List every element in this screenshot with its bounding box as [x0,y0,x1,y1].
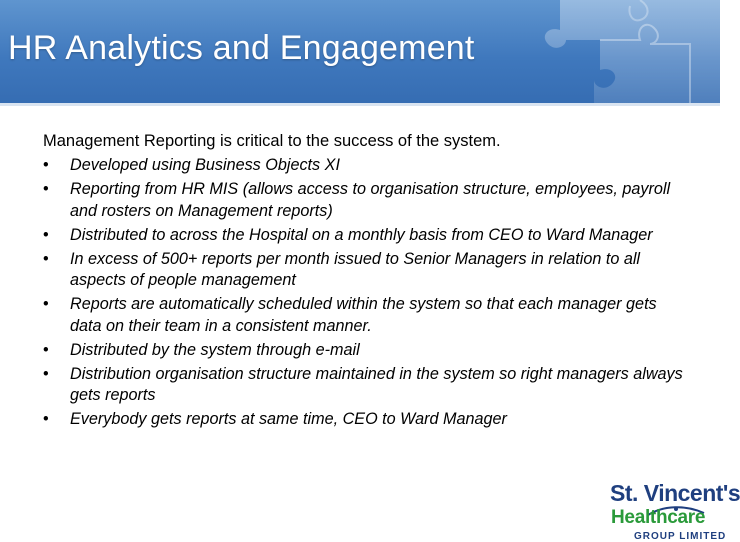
list-item-text: Reports are automatically scheduled within the system so that each manager gets data on their team in a consistent manner. [70,295,657,335]
list-item-text: Developed using Business Objects XI [70,156,340,174]
st-vincents-logo [606,478,740,542]
logo-line-1: St. Vincent's [610,480,740,506]
list-item-text: Everybody gets reports at same time, CEO to Ward Manager [70,410,507,428]
bullet-icon: • [43,364,49,383]
list-item [43,179,683,222]
bullet-icon: • [43,295,49,313]
list-item [43,364,683,407]
title-banner [0,0,720,106]
bullet-icon: • [43,156,49,174]
banner-divider [0,103,720,106]
list-item-text: In excess of 500+ reports per month issued to Senior Managers in relation to all aspects of people management [70,249,641,289]
intro-text: Management Reporting is critical to the success of the system. [43,132,501,150]
bullet-icon: • [43,225,49,244]
slide-body [43,130,683,433]
list-item-text: Distributed to across the Hospital on a monthly basis from CEO to Ward Manager [70,225,653,244]
list-item [43,155,683,177]
logo-line-2: Healthcare [611,507,706,528]
list-item-text: Distribution organisation structure maintained in the system so right managers always gets reports [70,364,683,404]
list-item [43,340,683,362]
list-item [43,225,683,247]
list-item [43,409,683,431]
bullet-icon: • [43,410,49,428]
list-item [43,249,683,292]
bullet-icon: • [43,249,49,268]
list-item-text: Distributed by the system through e-mail [70,340,360,359]
bullet-icon: • [43,180,49,198]
list-item [43,294,683,337]
bullet-list [43,155,683,431]
bullet-icon: • [43,340,49,359]
list-item-text: Reporting from HR MIS (allows access to organisation structure, employees, payroll and rosters on Management reports) [70,180,671,220]
logo-line-3: GROUP LIMITED [634,531,727,542]
slide-title: HR Analytics and Engagement [8,29,475,67]
